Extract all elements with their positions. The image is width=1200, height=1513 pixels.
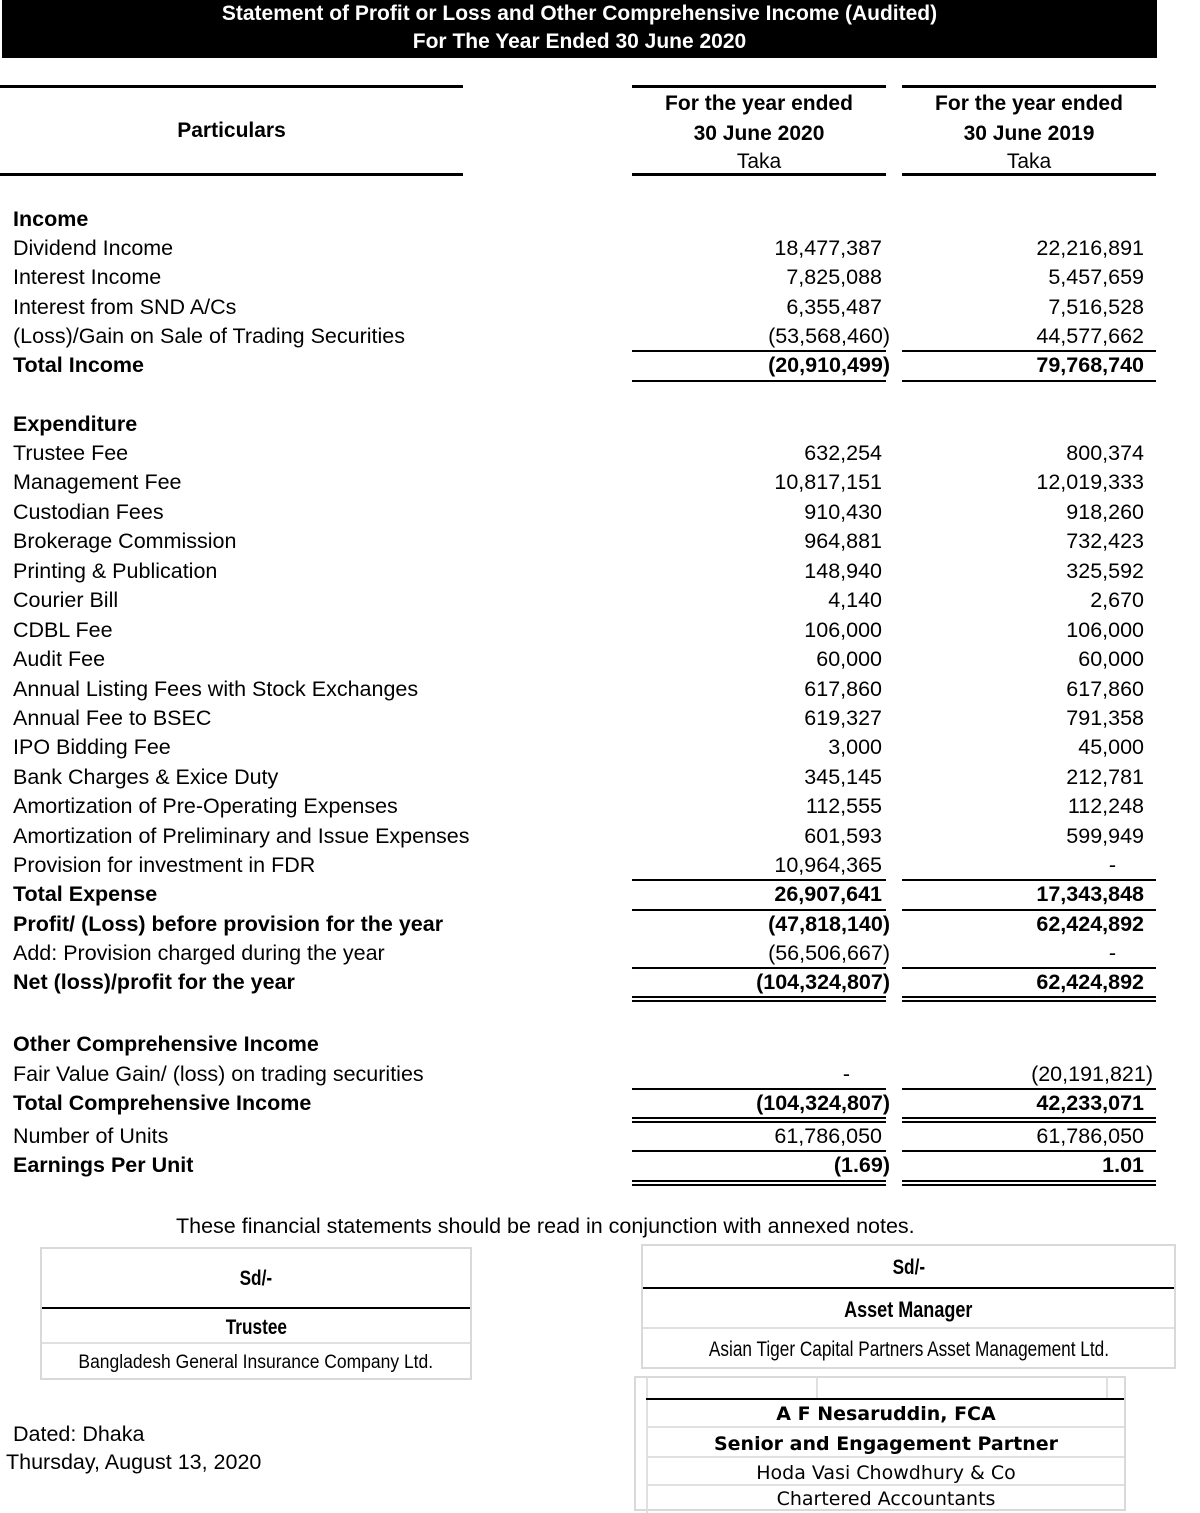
- row-label: Amortization of Pre-Operating Expenses: [13, 794, 398, 818]
- table-row: [0, 498, 1200, 527]
- row-label: Interest from SND A/Cs: [13, 295, 237, 319]
- asset-manager-role: Asset Manager: [643, 1291, 1174, 1329]
- row-label: CDBL Fee: [13, 618, 113, 642]
- provision-row: [0, 939, 1200, 968]
- annexed-notes-text: These financial statements should be read in conjunction with annexed notes.: [176, 1214, 915, 1238]
- section-heading-income: [0, 205, 1200, 234]
- value-2019: 62,424,892: [1036, 912, 1144, 936]
- row-label: Dividend Income: [13, 236, 174, 260]
- value-2020: (104,324,807): [756, 1091, 890, 1115]
- value-2019: 17,343,848: [1036, 882, 1144, 906]
- value-2020: 26,907,641: [774, 882, 882, 906]
- table-row: [0, 851, 1200, 880]
- net-profit-row: [0, 968, 1200, 997]
- row-label: Total Expense: [13, 882, 158, 906]
- row-label: Fair Value Gain/ (loss) on trading securities: [13, 1062, 424, 1086]
- row-label: Annual Fee to BSEC: [13, 706, 212, 730]
- row-label: Annual Listing Fees with Stock Exchanges: [13, 677, 419, 701]
- table-row: [0, 792, 1200, 821]
- row-label: Total Income: [13, 353, 145, 377]
- row-label: Net (loss)/profit for the year: [13, 970, 295, 994]
- table-row: [0, 763, 1200, 792]
- statement-title-banner: [2, 0, 1157, 58]
- row-label: Number of Units: [13, 1124, 169, 1148]
- value-2019: 1.01: [1102, 1153, 1144, 1177]
- table-row: [0, 586, 1200, 615]
- table-row: [0, 645, 1200, 674]
- value-2020: 3,000: [828, 735, 882, 759]
- table-row: [0, 675, 1200, 704]
- value-2020: 7,825,088: [786, 265, 882, 289]
- double-total-rule: [632, 1180, 886, 1186]
- value-2020: 148,940: [804, 559, 882, 583]
- value-2019: 5,457,659: [1048, 265, 1144, 289]
- value-2020: (56,506,667): [768, 941, 890, 965]
- value-2020: 10,964,365: [774, 853, 882, 877]
- trustee-role: Trustee: [42, 1311, 470, 1344]
- row-label: Management Fee: [13, 470, 182, 494]
- col1-unit: Taka: [736, 150, 782, 173]
- value-2019: 918,260: [1066, 500, 1144, 524]
- asset-manager-sign: Sd/-: [643, 1246, 1174, 1289]
- value-2020: 964,881: [804, 529, 882, 553]
- statement-title: Statement of Profit or Loss and Other Comprehensive Income (Audited): [221, 2, 938, 25]
- dated-place: Dated: Dhaka: [13, 1422, 145, 1446]
- value-2020: 112,555: [805, 794, 882, 818]
- header-rule-top-col1: [632, 85, 886, 88]
- value-2019: 112,248: [1067, 794, 1144, 818]
- row-label: Amortization of Preliminary and Issue Expenses: [13, 824, 470, 848]
- row-label: Printing & Publication: [13, 559, 218, 583]
- value-2020: 6,355,487: [786, 295, 882, 319]
- total-income-row: [0, 351, 1200, 380]
- table-row: [0, 322, 1200, 351]
- header-rule-bottom-particulars: [0, 173, 463, 176]
- asset-manager-org: Asian Tiger Capital Partners Asset Management Ltd.: [708, 1338, 1109, 1361]
- header-rule-top-col2: [902, 85, 1156, 88]
- value-2020: -: [842, 1062, 850, 1086]
- value-2019: 79,768,740: [1036, 353, 1144, 377]
- total-expense-row: [0, 880, 1200, 909]
- profit-before-provision-row: [0, 910, 1200, 939]
- value-2019: 22,216,891: [1036, 236, 1144, 260]
- value-2019: 212,781: [1066, 765, 1144, 789]
- dated-date: Thursday, August 13, 2020: [6, 1450, 262, 1474]
- trustee-org: Bangladesh General Insurance Company Ltd.: [78, 1352, 434, 1373]
- table-row: [0, 468, 1200, 497]
- value-2020: 4,140: [828, 588, 882, 612]
- value-2019: -: [1108, 941, 1116, 965]
- value-2019: 12,019,333: [1036, 470, 1144, 494]
- row-label: Custodian Fees: [13, 500, 164, 524]
- table-row: [0, 527, 1200, 556]
- value-2019: 45,000: [1078, 735, 1144, 759]
- auditor-name: A F Nesaruddin, FCA: [648, 1400, 1124, 1428]
- statement-period: For The Year Ended 30 June 2020: [412, 30, 747, 53]
- value-2019: -: [1108, 853, 1116, 877]
- table-row: [0, 704, 1200, 733]
- col1-line2: 30 June 2020: [693, 122, 825, 145]
- auditor-firm: Hoda Vasi Chowdhury & Co: [648, 1460, 1124, 1486]
- income-heading: Income: [13, 207, 89, 231]
- value-2019: 791,358: [1066, 706, 1144, 730]
- column-header-particulars: Particulars: [177, 119, 286, 142]
- value-2019: 2,670: [1090, 588, 1144, 612]
- total-comprehensive-income-row: [0, 1089, 1200, 1118]
- value-2020: 61,786,050: [774, 1124, 882, 1148]
- column-header-2019: [902, 89, 1156, 175]
- number-of-units-row: [0, 1122, 1200, 1151]
- double-total-rule: [902, 1180, 1156, 1186]
- header-rule-top-particulars: [0, 85, 463, 88]
- value-2019: 7,516,528: [1048, 295, 1144, 319]
- trustee-sign: Sd/-: [42, 1249, 470, 1309]
- value-2019: 617,860: [1066, 677, 1144, 701]
- value-2020: 632,254: [804, 441, 882, 465]
- col1-line1: For the year ended: [665, 92, 853, 115]
- value-2019: 599,949: [1066, 824, 1144, 848]
- value-2020: 345,145: [804, 765, 882, 789]
- row-label: Audit Fee: [13, 647, 106, 671]
- row-label: Provision for investment in FDR: [13, 853, 316, 877]
- value-2019: 325,592: [1066, 559, 1144, 583]
- value-2019: (20,191,821): [1031, 1062, 1153, 1086]
- expenditure-heading: Expenditure: [13, 412, 138, 436]
- value-2020: 910,430: [804, 500, 882, 524]
- col2-unit: Taka: [1006, 150, 1052, 173]
- value-2020: (104,324,807): [756, 970, 890, 994]
- table-row: [0, 733, 1200, 762]
- col2-line1: For the year ended: [935, 92, 1123, 115]
- table-row: [0, 234, 1200, 263]
- value-2020: (53,568,460): [768, 324, 890, 348]
- asset-manager-signature-box: [641, 1244, 1176, 1369]
- trustee-signature-box: [40, 1247, 472, 1380]
- value-2020: 106,000: [804, 618, 882, 642]
- value-2019: 106,000: [1066, 618, 1144, 642]
- total-rule: [632, 380, 886, 382]
- table-row: [0, 822, 1200, 851]
- row-label: IPO Bidding Fee: [13, 735, 171, 759]
- value-2019: 800,374: [1066, 441, 1144, 465]
- value-2019: 732,423: [1066, 529, 1144, 553]
- row-label: Interest Income: [13, 265, 162, 289]
- double-total-rule: [632, 996, 886, 1002]
- total-rule: [902, 380, 1156, 382]
- value-2019: 42,233,071: [1036, 1091, 1144, 1115]
- table-row: [0, 557, 1200, 586]
- row-label: Total Comprehensive Income: [13, 1091, 312, 1115]
- double-total-rule: [902, 996, 1156, 1002]
- value-2019: 61,786,050: [1036, 1124, 1144, 1148]
- row-label: Bank Charges & Exice Duty: [13, 765, 279, 789]
- value-2020: 617,860: [804, 677, 882, 701]
- value-2019: 44,577,662: [1036, 324, 1144, 348]
- row-label: Earnings Per Unit: [13, 1153, 194, 1177]
- row-label: Courier Bill: [13, 588, 119, 612]
- value-2020: 10,817,151: [774, 470, 882, 494]
- row-label: Profit/ (Loss) before provision for the year: [13, 912, 444, 936]
- table-row: [0, 263, 1200, 292]
- section-heading-oci: [0, 1030, 1200, 1059]
- value-2020: (47,818,140): [768, 912, 890, 936]
- value-2020: (20,910,499): [768, 353, 890, 377]
- column-header-2020: [632, 89, 886, 175]
- value-2020: 60,000: [816, 647, 882, 671]
- value-2020: 18,477,387: [774, 236, 882, 260]
- table-row: [0, 439, 1200, 468]
- section-heading-expenditure: [0, 410, 1200, 439]
- table-row: [0, 616, 1200, 645]
- fair-value-row: [0, 1060, 1200, 1089]
- row-label: Add: Provision charged during the year: [13, 941, 385, 965]
- oci-heading: Other Comprehensive Income: [13, 1032, 319, 1056]
- value-2020: 601,593: [804, 824, 882, 848]
- value-2020: (1.69): [833, 1153, 890, 1177]
- auditor-signature-box: [634, 1376, 1126, 1511]
- auditor-title: Senior and Engagement Partner: [648, 1430, 1124, 1458]
- value-2019: 62,424,892: [1036, 970, 1144, 994]
- value-2020: 619,327: [804, 706, 882, 730]
- row-label: Trustee Fee: [13, 441, 129, 465]
- col2-line2: 30 June 2019: [963, 122, 1095, 145]
- row-label: Brokerage Commission: [13, 529, 237, 553]
- table-row: [0, 293, 1200, 322]
- value-2019: 60,000: [1078, 647, 1144, 671]
- earnings-per-unit-row: [0, 1151, 1200, 1180]
- auditor-designation: Chartered Accountants: [776, 1488, 996, 1510]
- row-label: (Loss)/Gain on Sale of Trading Securities: [13, 324, 405, 348]
